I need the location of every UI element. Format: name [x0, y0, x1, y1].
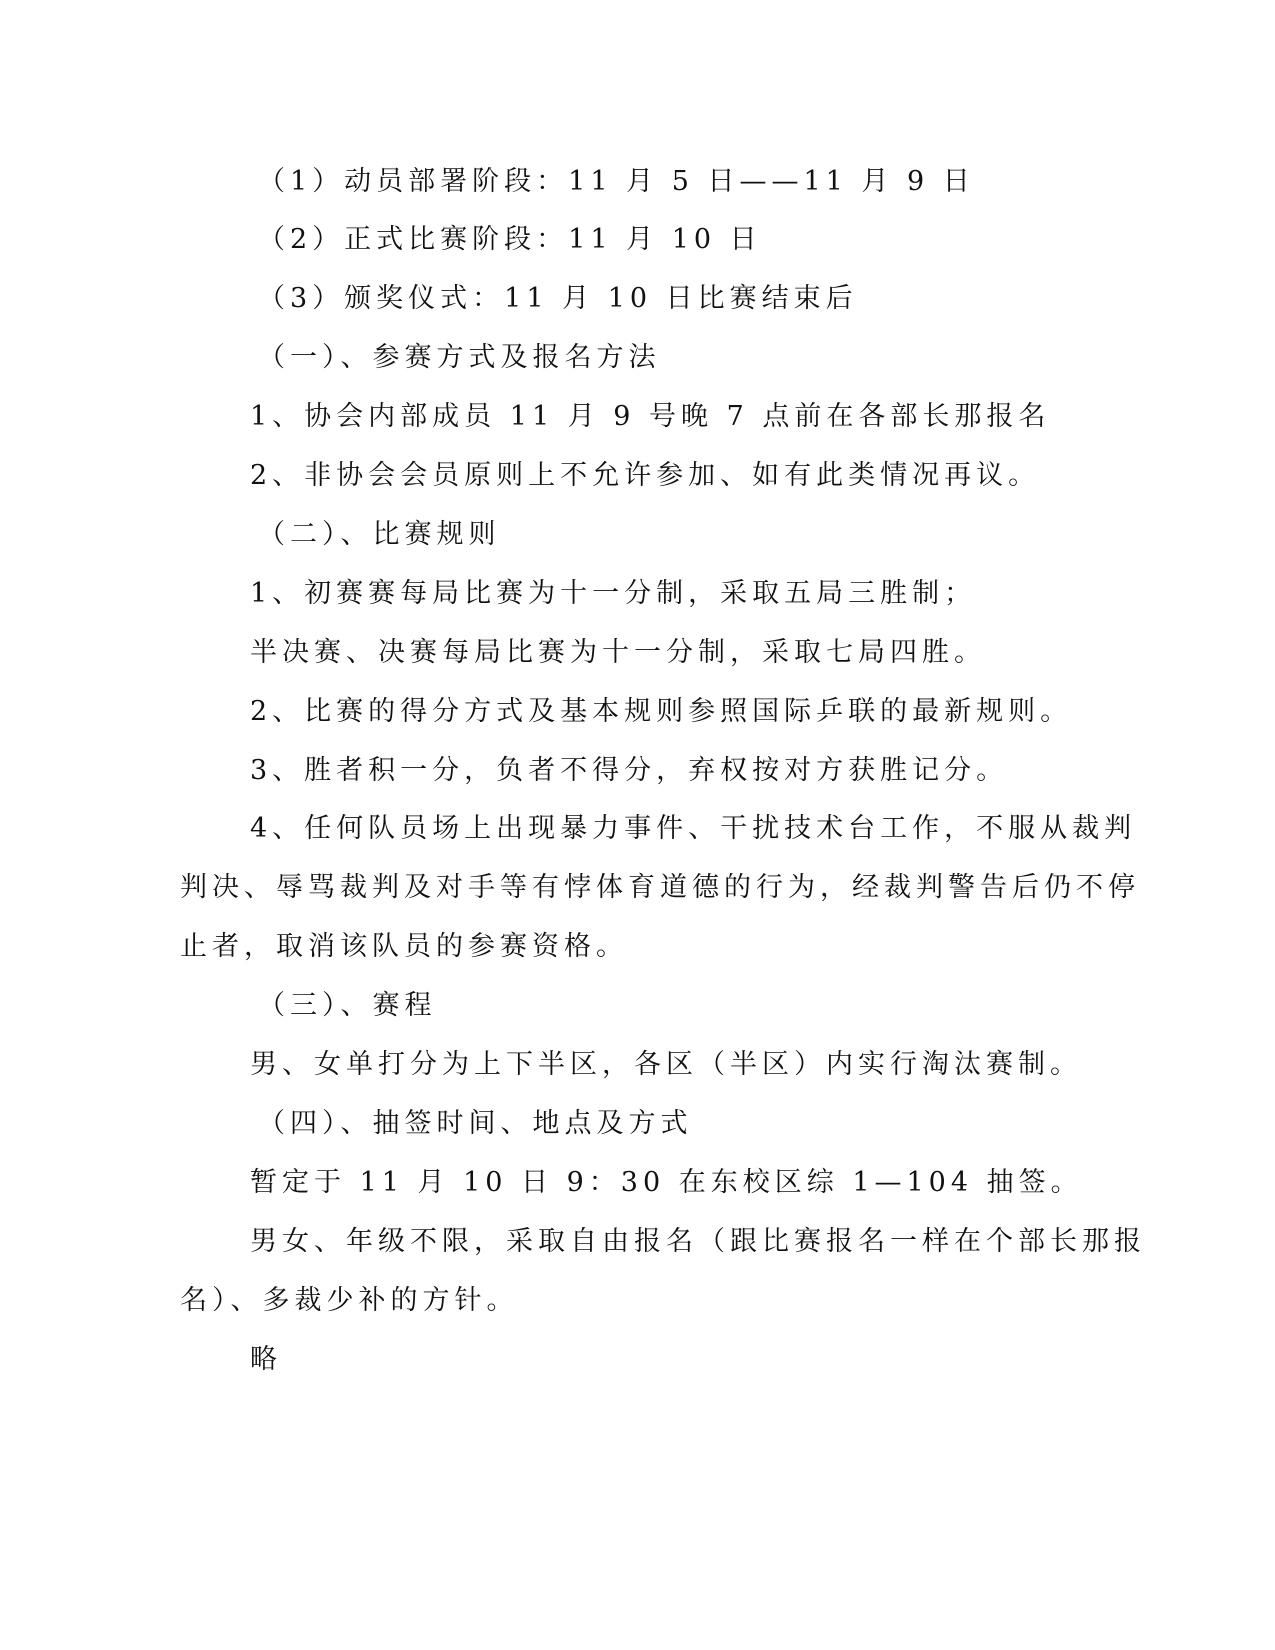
- schedule-stage-2: （2）正式比赛阶段：11 月 10 日: [258, 224, 762, 255]
- referee-recruitment: 男女、年级不限，采取自由报名（跟比赛报名一样在个部长那报: [250, 1226, 1146, 1257]
- rule-item-1: 1、初赛赛每局比赛为十一分制，采取五局三胜制；: [250, 578, 977, 609]
- schedule-description: 男、女单打分为上下半区，各区（半区）内实行淘汰赛制。: [250, 1049, 1082, 1080]
- rule-item-4: 4、任何队员场上出现暴力事件、干扰技术台工作，不服从裁判: [250, 813, 1137, 844]
- section-heading-registration: （一）、参赛方式及报名方法: [258, 342, 661, 373]
- rule-item-2: 2、比赛的得分方式及基本规则参照国际乒联的最新规则。: [250, 696, 1073, 727]
- section-heading-draw: （四）、抽签时间、地点及方式: [258, 1108, 693, 1139]
- rule-item-4-line-3: 止者，取消该队员的参赛资格。: [180, 931, 628, 962]
- registration-item-2: 2、非协会会员原则上不允许参加、如有此类情况再议。: [250, 460, 1041, 491]
- rule-item-3: 3、胜者积一分，负者不得分，弃权按对方获胜记分。: [250, 755, 1009, 786]
- section-heading-schedule: （三）、赛程: [258, 990, 437, 1021]
- schedule-stage-3: （3）颁奖仪式：11 月 10 日比赛结束后: [258, 283, 858, 314]
- draw-time-location: 暂定于 11 月 10 日 9：30 在东校区综 1—104 抽签。: [250, 1167, 1083, 1198]
- rule-item-4-line-2: 判决、辱骂裁判及对手等有悖体育道德的行为，经裁判警告后仍不停: [180, 872, 1140, 903]
- rule-item-1-continued: 半决赛、决赛每局比赛为十一分制，采取七局四胜。: [250, 637, 986, 668]
- section-heading-rules: （二）、比赛规则: [258, 519, 501, 550]
- referee-recruitment-continued: 名）、多裁少补的方针。: [180, 1285, 519, 1316]
- registration-item-1: 1、协会内部成员 11 月 9 号晚 7 点前在各部长那报名: [250, 401, 1051, 432]
- omitted-note: 略: [250, 1344, 282, 1375]
- schedule-stage-1: （1）动员部署阶段：11 月 5 日——11 月 9 日: [258, 166, 975, 197]
